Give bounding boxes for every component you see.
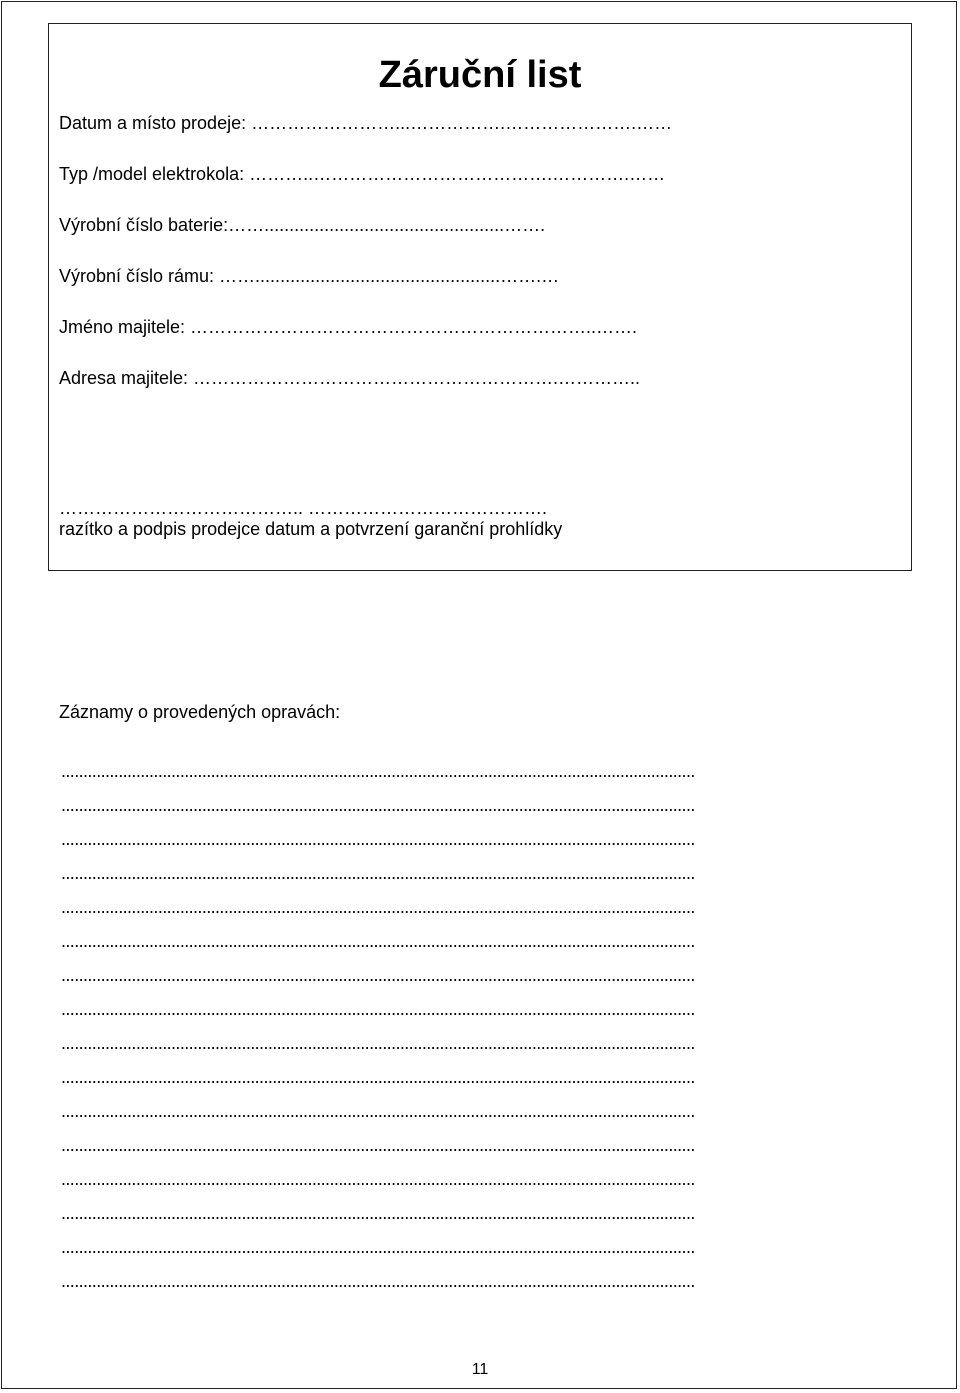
repair-record-line: ................................................................................................................................................	[61, 1271, 695, 1291]
signature-caption: razítko a podpis prodejce datum a potvrzení garanční prohlídky	[59, 519, 563, 539]
repair-record-line: ................................................................................................................................................	[61, 1169, 695, 1189]
owner-name-field: Jméno majitele: …………………………………………………………..…….	[59, 317, 638, 337]
frame-serial-field: Výrobní číslo rámu: …….................................................…….…	[59, 266, 560, 286]
repair-record-line: ................................................................................................................................................	[61, 931, 695, 951]
repair-record-line: ................................................................................................................................................	[61, 1033, 695, 1053]
repair-record-line: ................................................................................................................................................	[61, 965, 695, 985]
repair-record-line: ................................................................................................................................................	[61, 863, 695, 883]
repair-record-line: ................................................................................................................................................	[61, 1237, 695, 1257]
sale-date-place-field: Datum a místo prodeje: ……………………...…………….………………….……	[59, 113, 673, 133]
signature-lines: ………………………………….. ………………………………….	[59, 498, 548, 518]
model-field: Typ /model elektrokola: ………..………………………………….………….……	[59, 164, 666, 184]
repair-record-line: ................................................................................................................................................	[61, 999, 695, 1019]
repair-record-line: ................................................................................................................................................	[61, 761, 695, 781]
repair-record-line: ................................................................................................................................................	[61, 1135, 695, 1155]
page-title: Záruční list	[378, 54, 582, 96]
repair-record-line: ................................................................................................................................................	[61, 829, 695, 849]
owner-address-field: Adresa majitele: …………………………………………………….…………..	[59, 368, 641, 388]
page-number: 11	[471, 1361, 489, 1378]
battery-serial-field: Výrobní číslo baterie:……................................................…….	[59, 215, 546, 235]
repair-record-line: ................................................................................................................................................	[61, 795, 695, 815]
repair-record-line: ................................................................................................................................................	[61, 1101, 695, 1121]
repair-record-line: ................................................................................................................................................	[61, 897, 695, 917]
repair-record-line: ................................................................................................................................................	[61, 1067, 695, 1087]
repair-records-list	[61, 754, 901, 1298]
repair-records-heading: Záznamy o provedených opravách:	[59, 702, 341, 722]
warranty-card	[48, 23, 912, 571]
repair-record-line: ................................................................................................................................................	[61, 1203, 695, 1223]
